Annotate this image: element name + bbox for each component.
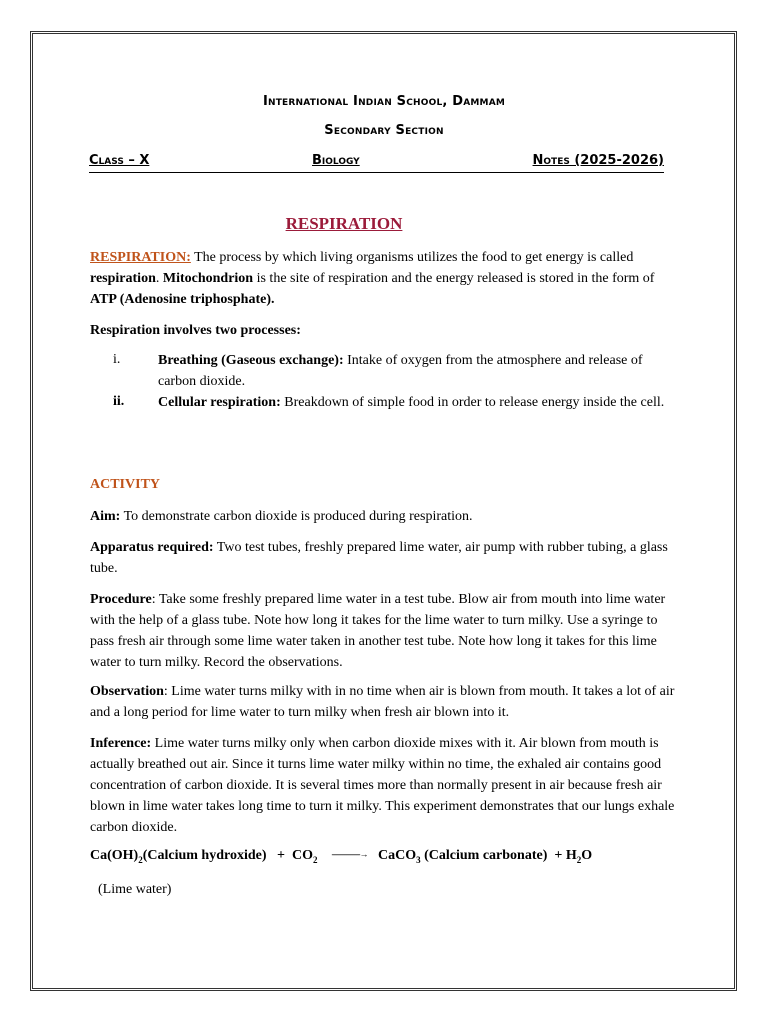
intro-paragraph: RESPIRATION: The process by which living organisms utilizes the food to get energy is called respiration. Mitochondrion is the site of respiration and the energy released is stored in the form of ATP (Adenosine triphosphate). — [90, 250, 655, 307]
procedure-paragraph: Procedure: Take some freshly prepared lime water in a test tube. Blow air from mouth into lime water with the help of a glass tube. Note how long it takes for the lime water to turn milky. Use a syringe to pass fresh air through some lime water taken in another test tube. Note how long it takes for this lime water to turn milky. Record the observations. — [90, 592, 666, 670]
subject-label: Biology — [312, 153, 360, 168]
inference-paragraph: Inference: Lime water turns milky only when carbon dioxide mixes with it. Air blown from mouth is actually breathed out air. Since it turns lime water milky within no time, the exhaled air contains good concentration of carbon dioxide. It is several times more than normally present in air because fresh air blown in lime water takes long time to turn it milky. This experiment demonstrates that our lungs exhale carbon dioxide. — [90, 736, 675, 835]
process-number: i. — [113, 352, 121, 367]
intro-label: RESPIRATION: — [90, 250, 191, 265]
class-label: Class – X — [89, 153, 150, 168]
class-row — [89, 152, 664, 173]
chemical-equation: $Ca(OH)_2(Calcium$ hydroxide) + $CO_2$ --------------→ CaCO$_3$ (Calcium carbonate) + $H_2O$ — [90, 848, 593, 865]
reaction-arrow: --------------→ — [331, 849, 368, 859]
activity-heading: ACTIVITY — [90, 477, 161, 492]
process-item: Cellular respiration: Breakdown of simple food in order to release energy inside the cell. — [158, 395, 665, 410]
apparatus-paragraph: Apparatus required: Two test tubes, freshly prepared lime water, air pump with rubber tubing, a glass tube. — [90, 540, 668, 576]
aim-paragraph: Aim: To demonstrate carbon dioxide is produced during respiration. — [90, 509, 473, 524]
observation-paragraph: Observation: Lime water turns milky with in no time when air is blown from mouth. It takes a lot of air and a long period for lime water to turn milky when fresh air blown into it. — [90, 684, 675, 720]
lime-water-note: (Lime water) — [98, 882, 172, 897]
section-name: Secondary Section — [324, 123, 444, 138]
process-number: ii. — [113, 394, 125, 409]
processes-heading: Respiration involves two processes: — [90, 323, 301, 338]
notes-label: Notes (2025-2026) — [532, 153, 664, 168]
page-title: RESPIRATION — [285, 214, 403, 233]
school-name: International Indian School, Dammam — [262, 94, 506, 109]
process-item: Breathing (Gaseous exchange): Intake of oxygen from the atmosphere and release of carbon dioxide. — [158, 353, 643, 389]
